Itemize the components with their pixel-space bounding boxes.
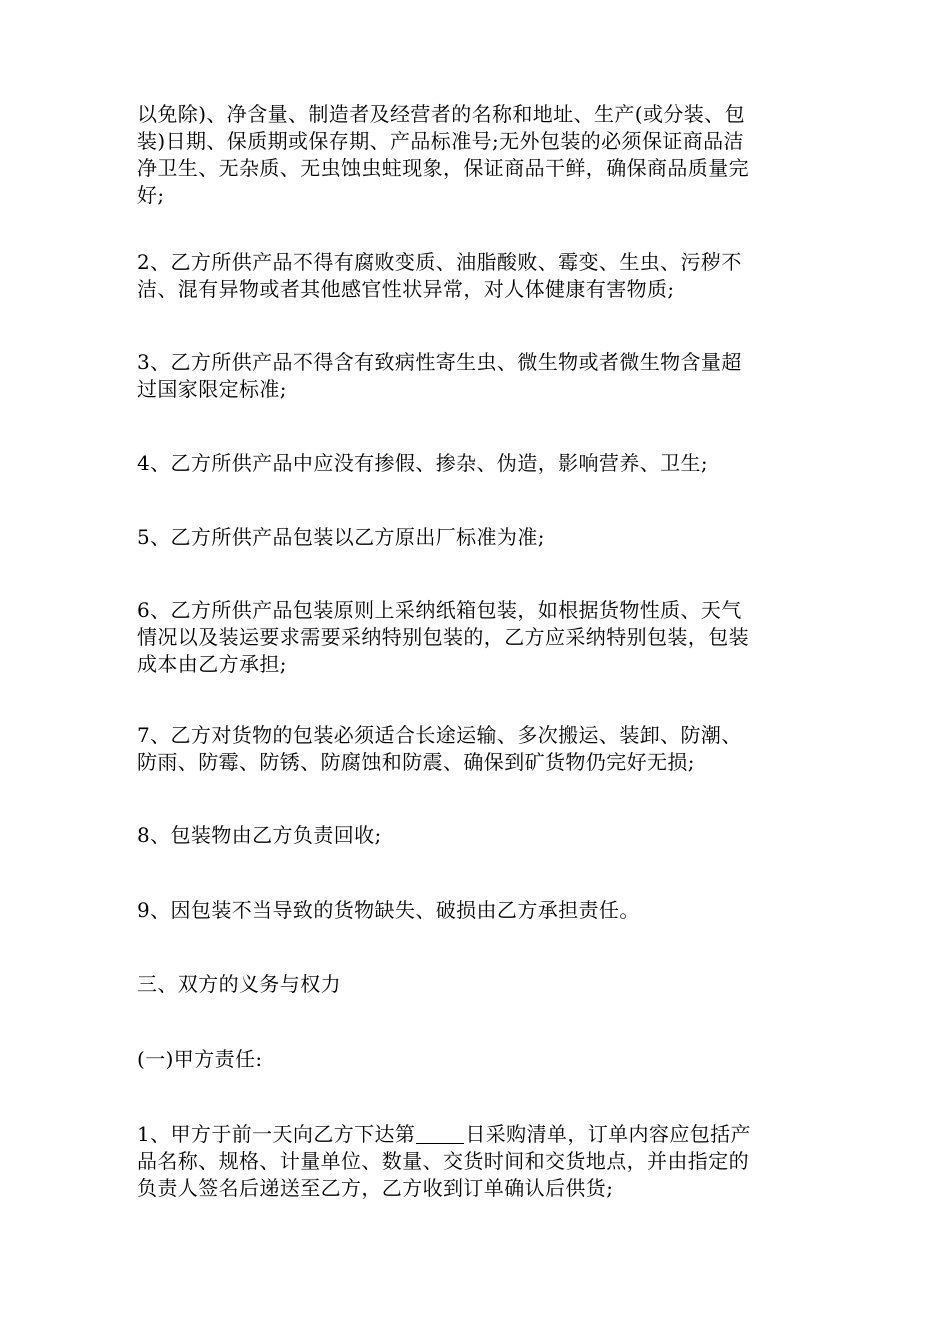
- text-line: 3、乙方所供产品不得含有致病性寄生虫、微生物或者微生物含量超: [137, 350, 742, 374]
- paragraph-item-8: [137, 822, 817, 849]
- text-line: 7、乙方对货物的包装必须适合长途运输、多次搬运、装卸、防潮、: [137, 723, 742, 747]
- text-line: 5、乙方所供产品包装以乙方原出厂标准为准;: [137, 525, 545, 549]
- subsection-heading-party-a: [137, 1046, 817, 1073]
- text-line: 以免除)、净含量、制造者及经营者的名称和地址、生产(或分装、包: [137, 102, 746, 126]
- text-line: 2、乙方所供产品不得有腐败变质、油脂酸败、霉变、生虫、污秽不: [137, 250, 742, 274]
- text-line: 净卫生、无杂质、无虫蚀虫蛀现象，保证商品干鲜，确保商品质量完: [137, 156, 749, 180]
- section-heading: 三、双方的义务与权力: [137, 972, 341, 996]
- text-line: 洁、混有异物或者其他感官性状异常，对人体健康有害物质;: [137, 277, 675, 301]
- paragraph-item-4: [137, 450, 817, 477]
- section-heading-obligations: [137, 971, 817, 998]
- text-line: 装)日期、保质期或保存期、产品标准号;无外包装的必须保证商品洁: [137, 129, 744, 153]
- paragraph-item-3: [137, 349, 817, 403]
- text-line: 过国家限定标准;: [137, 377, 287, 401]
- paragraph-packaging-labeling: [137, 101, 817, 209]
- text-line: 情况以及装运要求需要采纳特别包装的，乙方应采纳特别包装，包装: [137, 625, 749, 649]
- paragraph-party-a-item-1: [137, 1121, 817, 1202]
- text-line: 6、乙方所供产品包装原则上采纳纸箱包装，如根据货物性质、天气: [137, 598, 742, 622]
- paragraph-item-9: [137, 897, 817, 924]
- paragraph-item-2: [137, 249, 817, 303]
- paragraph-item-6: [137, 597, 817, 678]
- text-line: 负责人签名后递送至乙方，乙方收到订单确认后供货;: [137, 1176, 614, 1200]
- paragraph-item-7: [137, 722, 817, 776]
- text-segment: 1、甲方于前一天向乙方下达第: [137, 1122, 416, 1146]
- subsection-heading: (一)甲方责任:: [137, 1047, 263, 1071]
- text-line: 9、因包装不当导致的货物缺失、破损由乙方承担责任。: [137, 898, 640, 922]
- text-line: 4、乙方所供产品中应没有掺假、掺杂、伪造，影响营养、卫生;: [137, 451, 709, 475]
- text-line: 品名称、规格、计量单位、数量、交货时间和交货地点，并由指定的: [137, 1149, 749, 1173]
- text-line: 成本由乙方承担;: [137, 652, 287, 676]
- text-line: 8、包装物由乙方负责回收;: [137, 823, 382, 847]
- paragraph-item-5: [137, 524, 817, 551]
- text-line: [137, 1121, 817, 1148]
- text-line: 防雨、防霉、防锈、防腐蚀和防震、确保到矿货物仍完好无损;: [137, 750, 695, 774]
- text-segment: 日采购清单，订单内容应包括产: [465, 1122, 751, 1146]
- fill-in-blank: [416, 1123, 464, 1144]
- text-line: 好;: [137, 183, 165, 207]
